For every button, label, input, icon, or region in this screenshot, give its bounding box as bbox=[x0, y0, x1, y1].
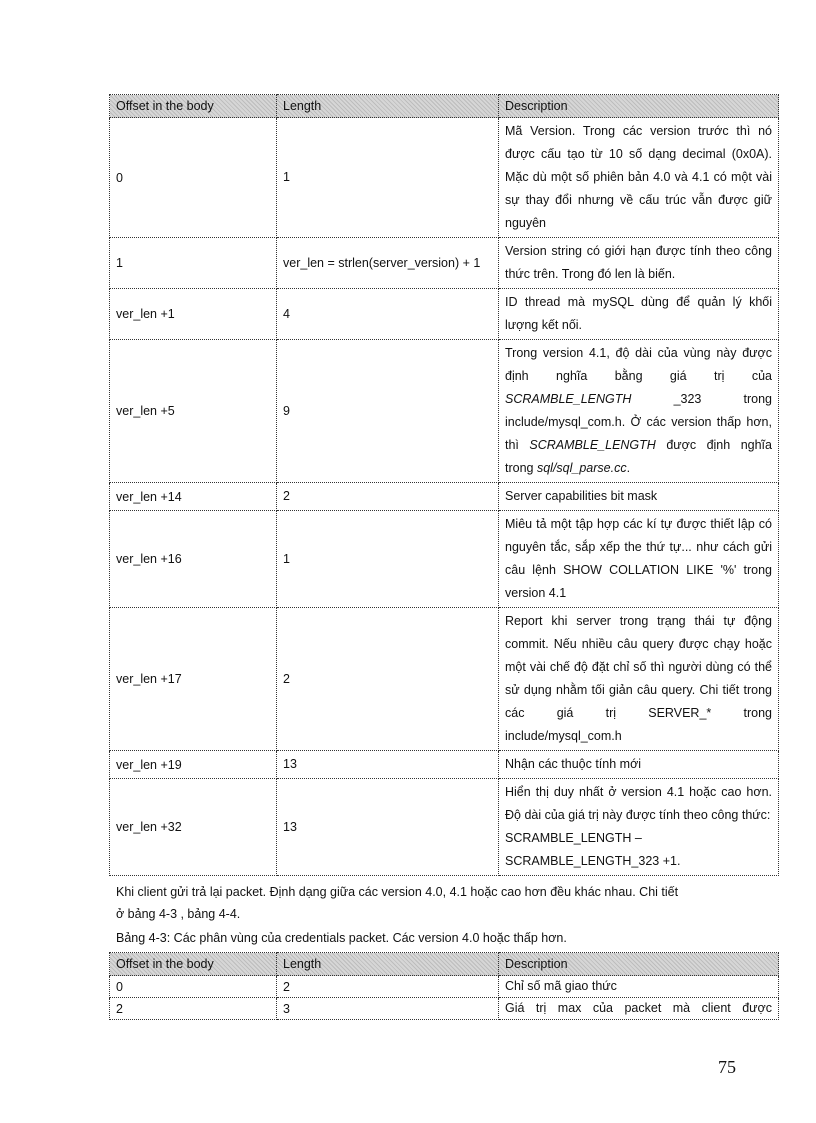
desc-italic-term: SCRAMBLE_LENGTH bbox=[505, 392, 632, 406]
cell-description: Report khi server trong trạng thái tự động commit. Nếu nhiều câu query được chạy hoặc một vài chế độ đặt chỉ số thì người dùng có thể sử dụng nhằm tối giản câu query. Chi tiết trong các giá trị SERVER_* trong include/mysql_com.h bbox=[499, 608, 779, 751]
cell-description bbox=[499, 779, 779, 876]
page-number: 75 bbox=[718, 1057, 736, 1077]
cell-description: Version string có giới hạn được tính theo công thức trên. Trong đó len là biến. bbox=[499, 238, 779, 289]
table-row bbox=[110, 779, 779, 876]
desc-text: Trong version 4.1, độ dài của vùng này được định nghĩa bằng giá trị của bbox=[505, 346, 772, 383]
offset-table bbox=[109, 94, 779, 876]
credentials-table bbox=[109, 952, 779, 1020]
header-length: Length bbox=[277, 953, 499, 976]
header-offset: Offset in the body bbox=[110, 95, 277, 118]
header-offset: Offset in the body bbox=[110, 953, 277, 976]
desc-line: Hiển thị duy nhất ở version 4.1 hoặc cao hơn. Độ dài của giá trị này được tính theo công thức: bbox=[505, 785, 772, 822]
table-row bbox=[110, 238, 779, 289]
table-row bbox=[110, 751, 779, 779]
cell-offset: ver_len +19 bbox=[110, 751, 277, 779]
cell-length: 1 bbox=[277, 511, 499, 608]
cell-description: Chỉ số mã giao thức bbox=[499, 976, 779, 998]
cell-offset: 2 bbox=[110, 998, 277, 1020]
cell-offset: ver_len +14 bbox=[110, 483, 277, 511]
desc-text: được định nghĩa trong bbox=[505, 438, 772, 475]
cell-description: Mã Version. Trong các version trước thì nó được cấu tạo từ 10 số dạng decimal (0x0A). Mặc dù một số phiên bản 4.0 và 4.1 có một vài sự thay đổi nhưng về cấu trúc vẫn được giữ nguyên bbox=[499, 118, 779, 238]
table-row bbox=[110, 118, 779, 238]
cell-length: 4 bbox=[277, 289, 499, 340]
table-caption: Bảng 4-3: Các phân vùng của credentials packet. Các version 4.0 hoặc thấp hơn. bbox=[116, 931, 567, 945]
desc-italic-term: SCRAMBLE_LENGTH bbox=[529, 438, 656, 452]
table-header-row bbox=[110, 953, 779, 976]
table-row bbox=[110, 976, 779, 998]
cell-offset: 1 bbox=[110, 238, 277, 289]
desc-line: SCRAMBLE_LENGTH – bbox=[505, 831, 642, 845]
cell-offset: ver_len +5 bbox=[110, 340, 277, 483]
cell-length: 13 bbox=[277, 751, 499, 779]
cell-length: 1 bbox=[277, 118, 499, 238]
cell-length: ver_len = strlen(server_version) + 1 bbox=[277, 238, 499, 289]
table-row bbox=[110, 483, 779, 511]
desc-italic-path: sql/sql_parse.cc bbox=[536, 461, 627, 475]
cell-offset: 0 bbox=[110, 976, 277, 998]
table-row bbox=[110, 289, 779, 340]
table-row bbox=[110, 511, 779, 608]
cell-offset: 0 bbox=[110, 118, 277, 238]
cell-length: 13 bbox=[277, 779, 499, 876]
desc-text: . bbox=[626, 461, 631, 475]
cell-length: 9 bbox=[277, 340, 499, 483]
cell-description: Miêu tả một tập hợp các kí tự được thiết lập có nguyên tắc, sắp xếp the thứ tự... như cách gửi câu lệnh SHOW COLLATION LIKE '%' trong version 4.1 bbox=[499, 511, 779, 608]
cell-description: ID thread mà mySQL dùng để quản lý khối lượng kết nối. bbox=[499, 289, 779, 340]
cell-description: Giá trị max của packet mà client được bbox=[499, 998, 779, 1020]
header-description: Description bbox=[499, 953, 779, 976]
cell-offset: ver_len +17 bbox=[110, 608, 277, 751]
header-description: Description bbox=[499, 95, 779, 118]
cell-description: Server capabilities bit mask bbox=[499, 483, 779, 511]
cell-offset: ver_len +16 bbox=[110, 511, 277, 608]
cell-offset: ver_len +32 bbox=[110, 779, 277, 876]
table-row bbox=[110, 998, 779, 1020]
cell-length: 2 bbox=[277, 976, 499, 998]
cell-length: 3 bbox=[277, 998, 499, 1020]
desc-text: _323 trong include/mysql_com.h. Ở các version thấp hơn, thì bbox=[505, 392, 772, 452]
cell-description: Nhận các thuộc tính mới bbox=[499, 751, 779, 779]
cell-length: 2 bbox=[277, 483, 499, 511]
desc-line: SCRAMBLE_LENGTH_323 +1. bbox=[505, 854, 681, 868]
body-paragraph-continued: ở bảng 4-3 , bảng 4-4. bbox=[116, 907, 241, 921]
table-header-row bbox=[110, 95, 779, 118]
cell-length: 2 bbox=[277, 608, 499, 751]
cell-description bbox=[499, 340, 779, 483]
table-row bbox=[110, 608, 779, 751]
cell-offset: ver_len +1 bbox=[110, 289, 277, 340]
header-length: Length bbox=[277, 95, 499, 118]
table-row bbox=[110, 340, 779, 483]
body-paragraph: Khi client gửi trả lại packet. Định dạng giữa các version 4.0, 4.1 hoặc cao hơn đều khác nhau. Chi tiết bbox=[116, 885, 679, 899]
